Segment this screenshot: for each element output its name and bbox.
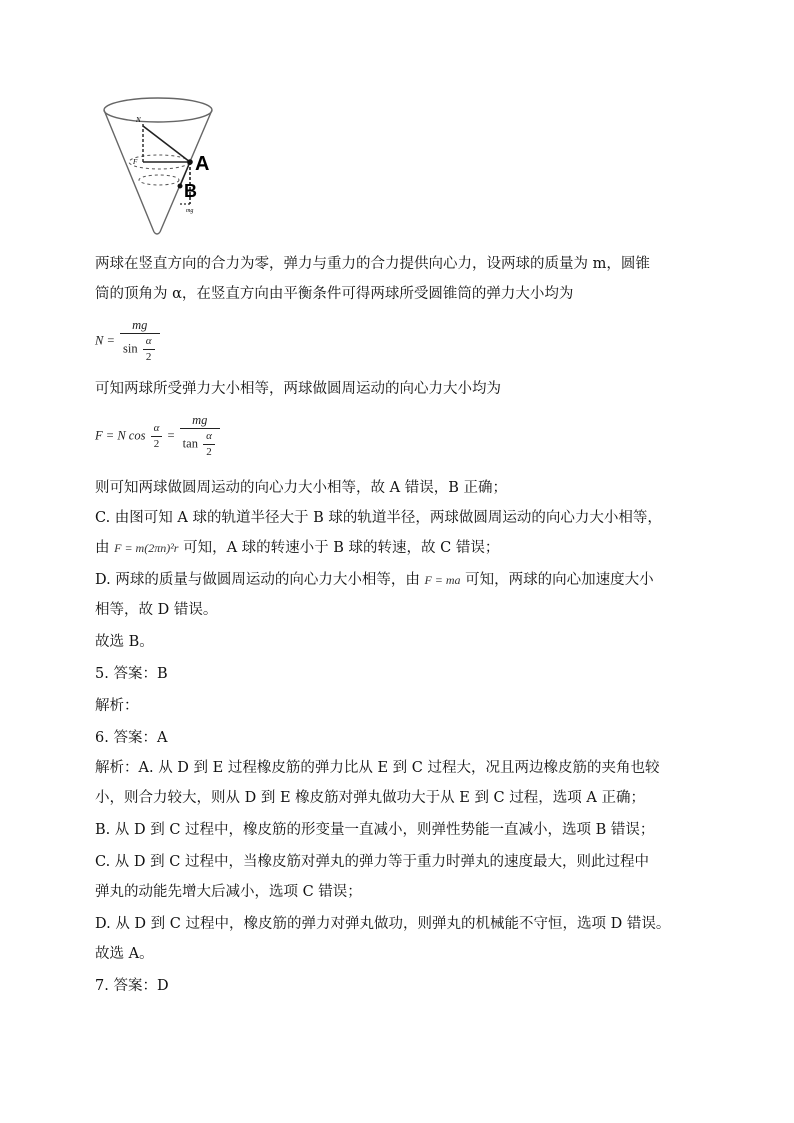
ball-a bbox=[187, 159, 193, 165]
formula-f-cos-num: α bbox=[151, 421, 163, 437]
text-line-7 bbox=[95, 570, 654, 590]
formula-n bbox=[95, 318, 162, 365]
formula-f-den-alpha: α bbox=[203, 429, 215, 445]
text-line-19: 故选 A。 bbox=[95, 946, 154, 962]
text-line-8: 相等，故 D 错误。 bbox=[95, 602, 218, 618]
label-a: A bbox=[195, 153, 210, 175]
formula-n-num: mg bbox=[120, 318, 160, 334]
answer-6: 6. 答案：A bbox=[95, 730, 168, 746]
formula-n-den-alpha: α bbox=[143, 334, 155, 350]
formula-n-den bbox=[120, 334, 160, 365]
analysis-5-label: 解析： bbox=[95, 698, 139, 714]
formula-f-fraction bbox=[180, 413, 220, 460]
cone-figure bbox=[98, 96, 222, 236]
ball-b bbox=[178, 184, 183, 189]
formula-f-cos-den: 2 bbox=[153, 438, 160, 450]
text-line-16: C. 从 D 到 C 过程中，当橡皮筋对弹丸的弹力等于重力时弹丸的速度最大，则此过程中 bbox=[95, 854, 649, 870]
label-mg: mg bbox=[186, 208, 194, 214]
formula-f-num: mg bbox=[180, 413, 220, 429]
formula-rotation: F = m(2πn)²r bbox=[114, 541, 179, 555]
formula-f-lhs: F = N cos bbox=[95, 428, 146, 443]
orbit-b bbox=[139, 175, 179, 185]
formula-f bbox=[95, 413, 222, 460]
label-n: N bbox=[136, 116, 141, 124]
formula-f-eq: = bbox=[167, 428, 175, 443]
text-line-5: C. 由图可知 A 球的轨道半径大于 B 球的轨道半径，两球做圆周运动的向心力大小相等， bbox=[95, 510, 662, 526]
text-line-2: 筒的顶角为 α，在竖直方向由平衡条件可得两球所受圆锥筒的弹力大小均为 bbox=[95, 286, 574, 302]
text-line-9: 故选 B。 bbox=[95, 634, 154, 650]
formula-n-den-fn: sin bbox=[123, 341, 138, 356]
normal-force-vector bbox=[143, 126, 190, 162]
label-b: B bbox=[184, 181, 197, 201]
cone-tip bbox=[154, 232, 160, 234]
formula-newton: F = ma bbox=[424, 573, 461, 587]
formula-f-den bbox=[180, 429, 220, 460]
answer-5: 5. 答案：B bbox=[95, 666, 168, 682]
formula-n-fraction bbox=[120, 318, 160, 365]
formula-f-den-two: 2 bbox=[206, 446, 212, 458]
text-line-14: 小，则合力较大，则从 D 到 E 橡皮筋对弹丸做功大于从 E 到 C 过程，选项 A 正确； bbox=[95, 790, 645, 806]
formula-n-lhs: N = bbox=[95, 333, 115, 348]
text-line-7-pre: D. 两球的质量与做圆周运动的向心力大小相等，由 bbox=[95, 572, 420, 588]
cone-rim bbox=[104, 98, 212, 122]
text-line-15: B. 从 D 到 C 过程中，橡皮筋的形变量一直减小，则弹性势能一直减小，选项 B 错误； bbox=[95, 822, 655, 838]
formula-f-den-fn: tan bbox=[182, 436, 198, 451]
text-line-6-pre: 由 bbox=[95, 540, 110, 556]
formula-n-den-two: 2 bbox=[145, 351, 152, 363]
answer-7: 7. 答案：D bbox=[95, 978, 169, 994]
text-line-17: 弹丸的动能先增大后减小，选项 C 错误； bbox=[95, 884, 362, 900]
text-line-6-post: 可知，A 球的转速小于 B 球的转速，故 C 错误； bbox=[183, 540, 500, 556]
text-line-6 bbox=[95, 538, 499, 558]
text-line-13: 解析：A. 从 D 到 E 过程橡皮筋的弹力比从 E 到 C 过程大，况且两边橡皮筋的夹角也较 bbox=[95, 760, 660, 776]
text-line-18: D. 从 D 到 C 过程中，橡皮筋的弹力对弹丸做功，则弹丸的机械能不守恒，选项 D 错误。 bbox=[95, 916, 671, 932]
label-f: F bbox=[133, 158, 138, 166]
text-line-1: 两球在竖直方向的合力为零，弹力与重力的合力提供向心力，设两球的质量为 m，圆锥 bbox=[95, 256, 650, 272]
text-line-3: 可知两球所受弹力大小相等，两球做圆周运动的向心力大小均为 bbox=[95, 381, 501, 397]
text-line-4: 则可知两球做圆周运动的向心力大小相等，故 A 错误，B 正确； bbox=[95, 480, 507, 496]
formula-f-cos-fraction bbox=[151, 421, 163, 452]
text-line-7-post: 可知，两球的向心加速度大小 bbox=[465, 572, 654, 588]
